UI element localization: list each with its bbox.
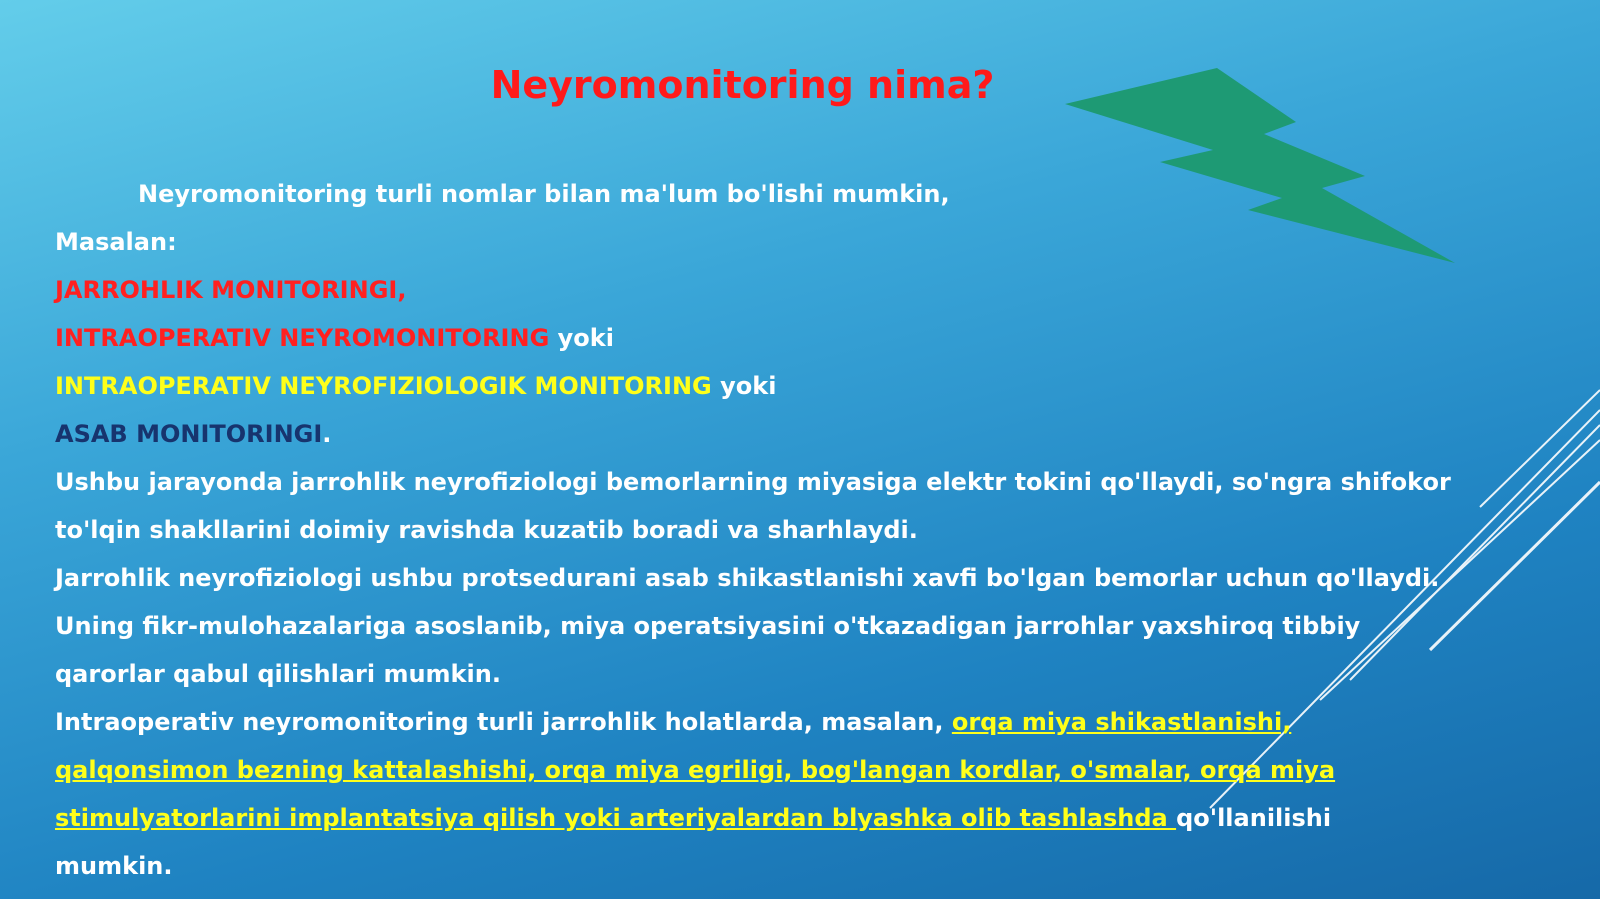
paragraph-3: Uning fikr-mulohazalariga asoslanib, miya operatsiyasini o'tkazadigan jarrohlar yaxshiroq tibbiy qarorlar qabul qilishlari mumkin. [55,612,1361,688]
name-item-2-text: INTRAOPERATIV NEYROMONITORING [55,324,550,352]
name-item-3-text: INTRAOPERATIV NEYROFIZIOLOGIK MONITORING [55,372,712,400]
name-item-4 [55,410,1455,458]
paragraph-4-highlight: orqa miya shikastlanishi, qalqonsimon bezning kattalashishi, orqa miya egriligi, bog'langan kordlar, o'smalar, orqa miya stimulyatorlarini implantatsiya qilish yoki arteriyalardan blyashka olib tashlashda [55,708,1336,832]
name-item-2-suffix: yoki [549,324,614,352]
name-item-1 [55,266,1455,314]
slide-title: Neyromonitoring nima? [490,63,995,107]
intro-line: Neyromonitoring turli nomlar bilan ma'lum bo'lishi mumkin, [138,180,950,208]
name-item-4-suffix: . [322,420,332,448]
name-item-3-suffix: yoki [711,372,777,400]
paragraph-2: Jarrohlik neyrofiziologi ushbu protsedurani asab shikastlanishi xavfi bo'lgan bemorlar uchun qo'llaydi. [55,564,1440,592]
masalan-label: Masalan: [55,228,177,256]
slide-body [55,170,1455,890]
name-item-1-text: JARROHLIK MONITORINGI, [55,276,407,304]
name-item-3 [55,362,1455,410]
name-item-4-text: ASAB MONITORINGI [55,420,323,448]
paragraph-4-start: Intraoperativ neyromonitoring turli jarrohlik holatlarda, masalan, [55,708,952,736]
paragraph-1: Ushbu jarayonda jarrohlik neyrofiziologi bemorlarning miyasiga elektr tokini qo'llaydi, so'ngra shifokor to'lqin shakllarini doimiy ravishda kuzatib boradi va sharhlaydi. [55,468,1451,544]
paragraph-4-end: qo'llanilishi mumkin. [55,804,1332,880]
paragraph-4 [55,698,1455,890]
name-item-2 [55,314,1455,362]
